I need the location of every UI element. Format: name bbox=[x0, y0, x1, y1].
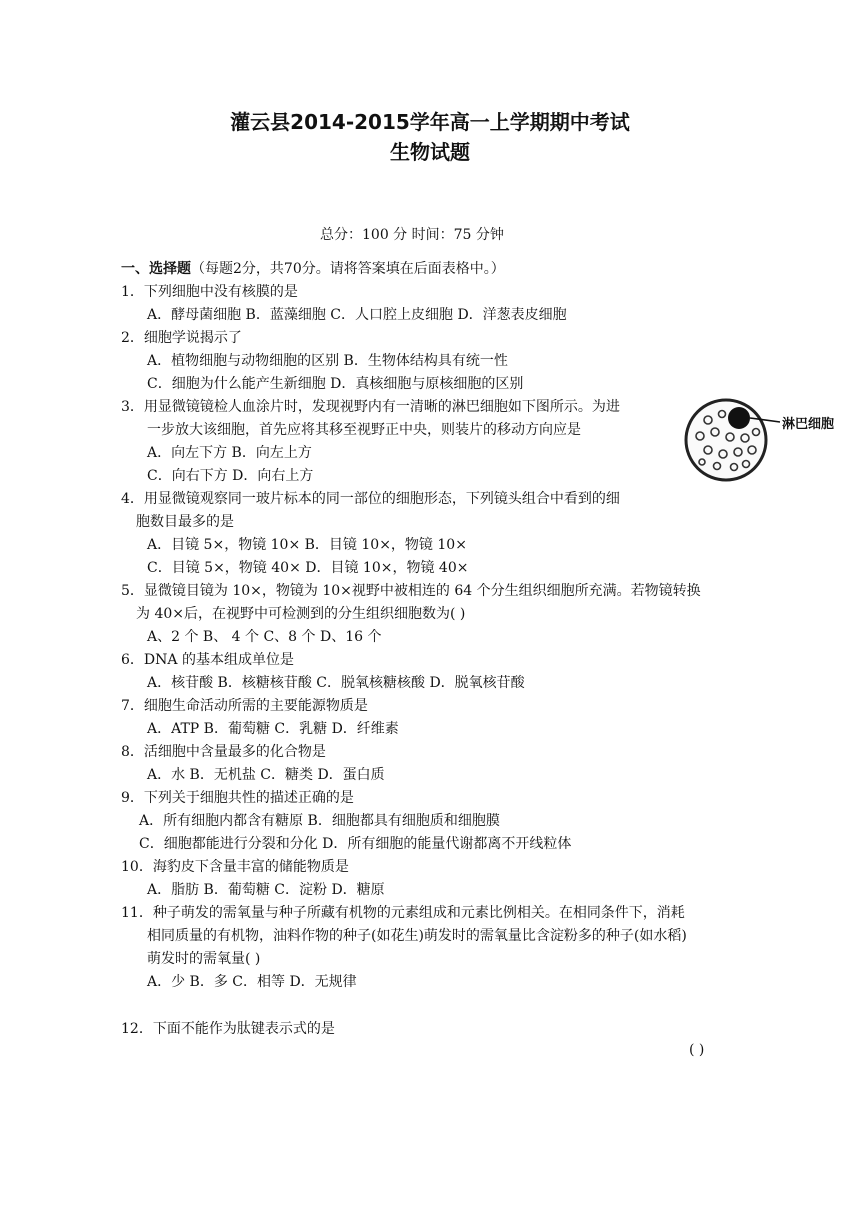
question-4-options-cd: C．目镜 5×，物镜 40× D．目镜 10×，物镜 40× bbox=[147, 560, 469, 576]
question-10: 10．海豹皮下含量丰富的储能物质是 bbox=[121, 859, 349, 875]
question-3-options-cd: C．向右下方 D．向右上方 bbox=[147, 468, 314, 484]
microscope-view-icon bbox=[682, 392, 852, 490]
question-5-line-1: 5．显微镜目镜为 10×，物镜为 10×视野中被相连的 64 个分生组织细胞所充满。若物镜转换 bbox=[121, 583, 701, 599]
question-8-options: A．水 B．无机盐 C．糖类 D．蛋白质 bbox=[147, 767, 385, 783]
question-11-line-2: 相同质量的有机物，油料作物的种子(如花生)萌发时的需氧量比含淀粉多的种子(如水稻) bbox=[147, 928, 687, 944]
question-4-options-ab: A．目镜 5×，物镜 10× B．目镜 10×，物镜 10× bbox=[147, 537, 467, 553]
question-11-line-1: 11．种子萌发的需氧量与种子所藏有机物的元素组成和元素比例相关。在相同条件下，消耗 bbox=[121, 905, 685, 921]
question-1: 1．下列细胞中没有核膜的是 bbox=[121, 284, 298, 300]
question-1-options: A．酵母菌细胞 B．蓝藻细胞 C．人口腔上皮细胞 D．洋葱表皮细胞 bbox=[147, 307, 567, 323]
question-8: 8．活细胞中含量最多的化合物是 bbox=[121, 744, 326, 760]
question-2-options-cd: C．细胞为什么能产生新细胞 D．真核细胞与原核细胞的区别 bbox=[147, 376, 524, 392]
question-11-line-3: 萌发时的需氧量( ) bbox=[147, 951, 261, 967]
question-5-options: A、2 个 B、 4 个 C、8 个 D、16 个 bbox=[147, 629, 382, 645]
question-4-line-2: 胞数目最多的是 bbox=[136, 514, 234, 530]
question-3-options-ab: A．向左下方 B．向左上方 bbox=[147, 445, 312, 461]
section-heading bbox=[121, 259, 505, 279]
question-3-line-2: 一步放大该细胞，首先应将其移至视野正中央，则装片的移动方向应是 bbox=[147, 422, 581, 438]
lymphocyte-figure bbox=[682, 392, 852, 490]
question-4-line-1: 4．用显微镜观察同一玻片标本的同一部位的细胞形态，下列镜头组合中看到的细 bbox=[121, 491, 620, 507]
question-11-options: A．少 B．多 C．相等 D．无规律 bbox=[147, 974, 357, 990]
question-6: 6．DNA 的基本组成单位是 bbox=[121, 652, 294, 668]
title-line-2: 生物试题 bbox=[390, 140, 470, 164]
section-instruction: （每题2分，共70分。请将答案填在后面表格中。） bbox=[191, 261, 505, 277]
question-12: 12．下面不能作为肽键表示式的是 bbox=[121, 1021, 335, 1037]
question-9: 9．下列关于细胞共性的描述正确的是 bbox=[121, 790, 354, 806]
section-title: 一、选择题 bbox=[121, 261, 191, 277]
question-5-line-2: 为 40×后，在视野中可检测到的分生组织细胞数为( ) bbox=[136, 606, 466, 622]
question-2-options-ab: A．植物细胞与动物细胞的区别 B．生物体结构具有统一性 bbox=[147, 353, 508, 369]
score-time: 总分：100 分 时间：75 分钟 bbox=[320, 227, 504, 243]
question-2: 2．细胞学说揭示了 bbox=[121, 330, 242, 346]
title-line-1: 灌云县2014-2015学年高一上学期期中考试 bbox=[230, 110, 630, 134]
question-3-line-1: 3．用显微镜镜检人血涂片时，发现视野内有一清晰的淋巴细胞如下图所示。为进 bbox=[121, 399, 620, 415]
question-7-options: A．ATP B．葡萄糖 C．乳糖 D．纤维素 bbox=[147, 721, 399, 737]
question-12-answer-paren: ( ) bbox=[689, 1042, 705, 1058]
figure-label: 淋巴细胞 bbox=[782, 417, 835, 432]
question-7: 7．细胞生命活动所需的主要能源物质是 bbox=[121, 698, 368, 714]
question-9-options-cd: C．细胞都能进行分裂和分化 D．所有细胞的能量代谢都离不开线粒体 bbox=[139, 836, 572, 852]
question-10-options: A．脂肪 B．葡萄糖 C．淀粉 D．糖原 bbox=[147, 882, 385, 898]
question-9-options-ab: A．所有细胞内都含有糖原 B．细胞都具有细胞质和细胞膜 bbox=[139, 813, 500, 829]
question-6-options: A．核苷酸 B．核糖核苷酸 C．脱氧核糖核酸 D．脱氧核苷酸 bbox=[147, 675, 525, 691]
